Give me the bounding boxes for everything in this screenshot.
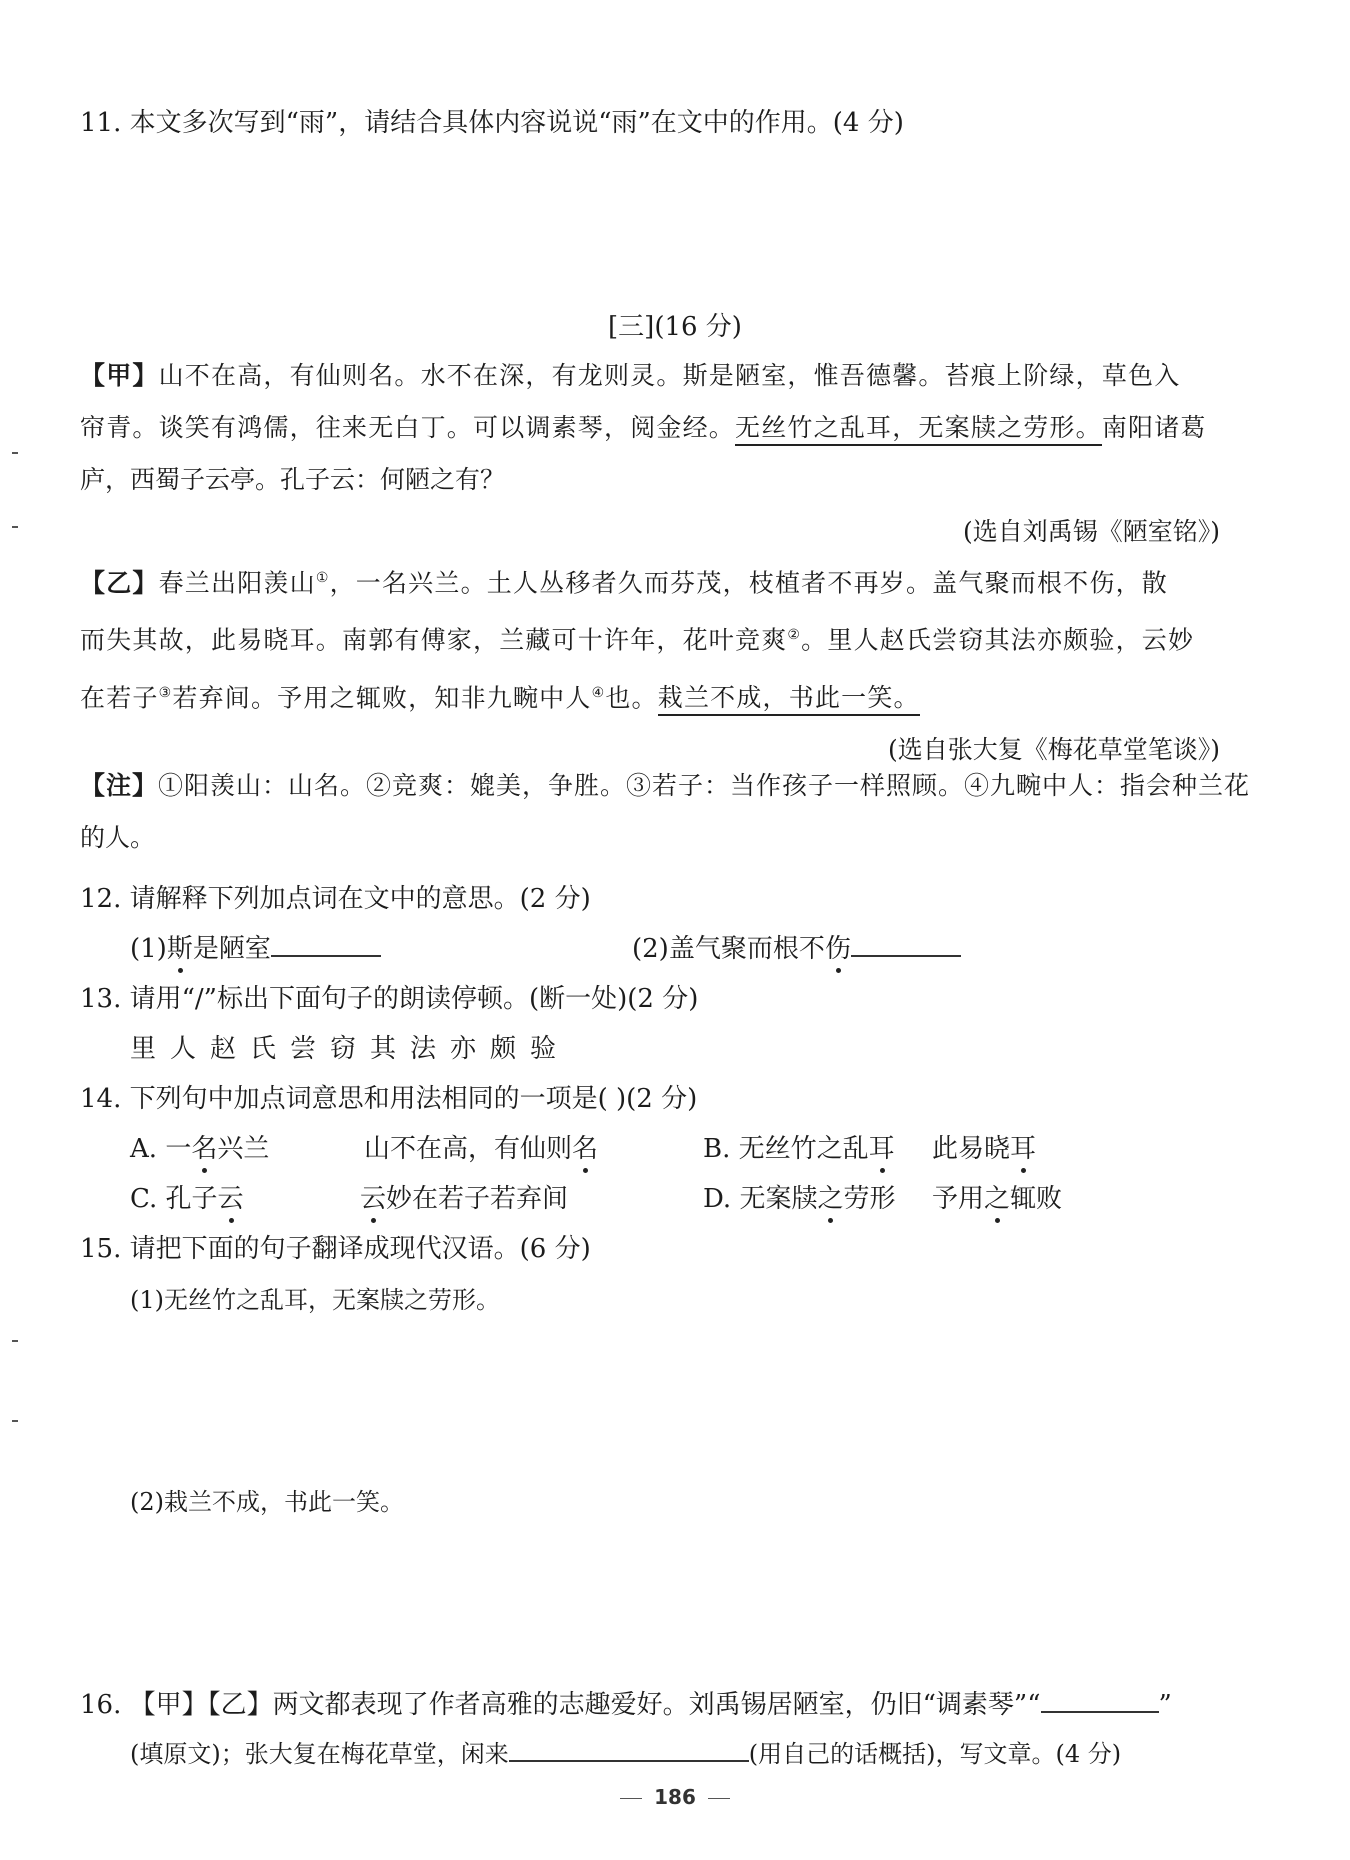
option-text: 兴兰 bbox=[217, 1134, 270, 1164]
passage-text: 也。 bbox=[605, 682, 658, 712]
answer-blank[interactable] bbox=[271, 933, 381, 957]
underlined-sentence: 栽兰不成，书此一笑。 bbox=[658, 683, 920, 716]
footnote-marker: ③ bbox=[158, 684, 173, 701]
dotted-word: 云 bbox=[217, 1184, 244, 1214]
question-16-line-1 bbox=[80, 1684, 1172, 1721]
question-text: (用自己的话概括)，写文章。(4 分) bbox=[748, 1740, 1122, 1768]
passage-text: 。里人赵氏尝窃其法亦颇验，云妙 bbox=[801, 625, 1195, 655]
passage-text: ，一名兴兰。土人丛移者久而芬茂，枝植者不再岁。盖气聚而根不伤，散 bbox=[329, 568, 1168, 598]
underlined-sentence: 无丝竹之乱耳，无案牍之劳形。 bbox=[735, 413, 1102, 446]
option-text: 一 bbox=[165, 1134, 192, 1164]
passage-jia bbox=[80, 350, 1220, 558]
item-text: 是陋室 bbox=[192, 934, 271, 964]
section-title: [三](16 分) bbox=[608, 312, 742, 342]
question-14: 14. 下列句中加点词意思和用法相同的一项是( )(2 分) bbox=[80, 1084, 698, 1114]
q12-item-1 bbox=[130, 928, 381, 965]
q14-option-c[interactable] bbox=[130, 1178, 244, 1215]
q14-option-b[interactable] bbox=[703, 1128, 895, 1165]
passage-text: 在若子 bbox=[80, 682, 159, 712]
q15-item-2: (2)栽兰不成，书此一笑。 bbox=[130, 1488, 404, 1516]
option-label: D. bbox=[703, 1184, 740, 1214]
margin-mark bbox=[12, 452, 18, 454]
question-11: 11. 本文多次写到“雨”，请结合具体内容说说“雨”在文中的作用。(4 分) bbox=[80, 108, 904, 138]
answer-blank[interactable] bbox=[509, 1738, 749, 1762]
dotted-word: 云 bbox=[360, 1184, 387, 1214]
question-12: 12. 请解释下列加点词在文中的意思。(2 分) bbox=[80, 884, 591, 914]
option-text: 无丝竹之乱 bbox=[738, 1134, 869, 1164]
item-text: (2)盖气聚而根不 bbox=[632, 934, 825, 964]
passage-text: 山不在高，有仙则名。水不在深，有龙则灵。斯是陋室，惟吾德馨。苔痕上阶绿，草色入 bbox=[158, 361, 1181, 390]
notes bbox=[80, 760, 1251, 864]
dotted-word: 伤 bbox=[824, 934, 851, 964]
page-number bbox=[0, 1785, 1350, 1809]
source-citation: (选自刘禹锡《陋室铭》) bbox=[962, 517, 1220, 546]
dotted-word: 耳 bbox=[1010, 1134, 1037, 1164]
q13-sentence[interactable]: 里人赵氏尝窃其法亦颇验 bbox=[130, 1034, 571, 1064]
q15-item-1: (1)无丝竹之乱耳，无案牍之劳形。 bbox=[130, 1286, 500, 1314]
note-text: 的人。 bbox=[80, 823, 156, 852]
passage-text: 若弃间。予用之辄败，知非九畹中人 bbox=[172, 682, 592, 712]
q14-option-d[interactable] bbox=[703, 1178, 896, 1215]
page-number-text: 186 bbox=[654, 1785, 696, 1809]
footnote-marker: ① bbox=[315, 570, 330, 586]
margin-mark bbox=[12, 1340, 18, 1342]
option-text: 山不在高，有仙则 bbox=[364, 1134, 573, 1164]
option-text: 辄败 bbox=[1010, 1184, 1063, 1214]
q14-option-c-2 bbox=[360, 1178, 568, 1215]
footnote-marker: ④ bbox=[591, 684, 606, 701]
answer-blank[interactable] bbox=[1041, 1689, 1159, 1713]
margin-mark bbox=[12, 1420, 18, 1422]
passage-tag: 【乙】 bbox=[80, 568, 159, 598]
passage-text: 而失其故，此易晓耳。南郭有傅家，兰藏可十许年，花叶竞爽 bbox=[80, 625, 788, 655]
q12-item-2 bbox=[632, 928, 961, 965]
option-text: 孔子 bbox=[165, 1184, 218, 1214]
margin-mark bbox=[12, 526, 18, 528]
q14-option-d-2 bbox=[932, 1178, 1062, 1215]
passage-text: 春兰出阳羡山 bbox=[158, 568, 316, 598]
option-text: 无案牍 bbox=[739, 1184, 818, 1214]
q14-option-a[interactable] bbox=[130, 1128, 269, 1165]
passage-tag: 【甲】 bbox=[80, 361, 159, 390]
answer-blank[interactable] bbox=[851, 933, 961, 957]
passage-text: 庐，西蜀子云亭。孔子云：何陋之有？ bbox=[80, 465, 506, 494]
question-text: ” bbox=[1158, 1690, 1172, 1720]
item-text: (1) bbox=[130, 934, 167, 964]
option-text: 予用 bbox=[932, 1184, 985, 1214]
q14-option-b-2 bbox=[932, 1128, 1036, 1165]
option-text: 此易晓 bbox=[932, 1134, 1011, 1164]
dotted-word: 斯 bbox=[166, 934, 193, 964]
passage-text: 帘青。谈笑有鸿儒，往来无白丁。可以调素琴，阅金经。 bbox=[80, 413, 736, 442]
dotted-word: 之 bbox=[984, 1184, 1011, 1214]
dotted-word: 名 bbox=[191, 1134, 218, 1164]
passage-text: 南阳诸葛 bbox=[1101, 413, 1207, 442]
passage-yi bbox=[80, 552, 1220, 776]
option-label: A. bbox=[130, 1134, 166, 1164]
source-citation: (选自张大复《梅花草堂笔谈》) bbox=[887, 734, 1220, 764]
dotted-word: 耳 bbox=[868, 1134, 895, 1164]
option-text: 妙在若子若弃间 bbox=[386, 1184, 569, 1214]
question-16-line-2 bbox=[130, 1734, 1121, 1769]
option-label: C. bbox=[130, 1184, 166, 1214]
option-label: B. bbox=[703, 1134, 739, 1164]
dotted-word: 之 bbox=[817, 1184, 844, 1214]
dotted-word: 名 bbox=[572, 1134, 599, 1164]
question-13: 13. 请用“/”标出下面句子的朗读停顿。(断一处)(2 分) bbox=[80, 984, 699, 1014]
option-text: 劳形 bbox=[843, 1184, 896, 1214]
question-text: (填原文)；张大复在梅花草堂，闲来 bbox=[130, 1740, 509, 1768]
note-tag: 【注】 bbox=[80, 771, 159, 800]
question-text: 16. 【甲】【乙】两文都表现了作者高雅的志趣爱好。刘禹锡居陋室，仍旧“调素琴”“ bbox=[80, 1690, 1041, 1720]
note-text: ①阳羡山：山名。②竞爽：媲美，争胜。③若子：当作孩子一样照顾。④九畹中人：指会种兰花 bbox=[158, 771, 1251, 800]
q14-option-a-2 bbox=[364, 1128, 598, 1165]
footnote-marker: ② bbox=[787, 627, 802, 644]
question-15: 15. 请把下面的句子翻译成现代汉语。(6 分) bbox=[80, 1234, 591, 1264]
